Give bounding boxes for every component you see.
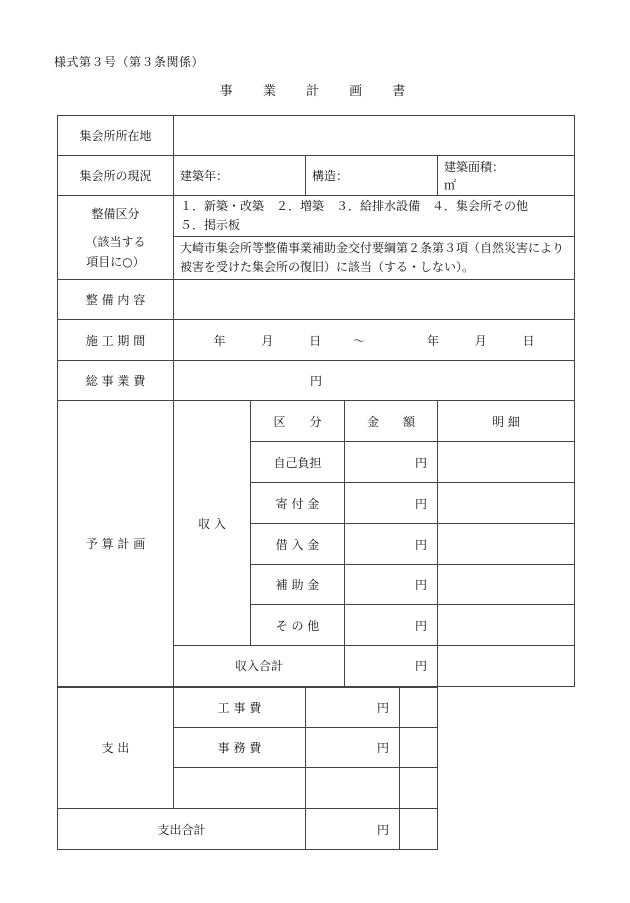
expense-item-detail[interactable] [400, 687, 438, 728]
expense-row [58, 687, 575, 728]
category-options-line-1: １．新築・改築 ２．増築 ３．給排水設備 ４．集会所その他 [180, 199, 529, 213]
income-item-label: 借 入 金 [251, 524, 345, 565]
expense-total-detail[interactable] [400, 809, 438, 850]
yen-unit: 円 [414, 618, 427, 633]
yen-unit: 円 [414, 537, 427, 552]
expense-item-label-blank[interactable] [174, 768, 306, 809]
income-item-detail[interactable] [438, 442, 575, 483]
income-total-label: 収入合計 [174, 646, 345, 687]
expense-item-amount[interactable] [306, 687, 400, 728]
income-item-detail[interactable] [438, 565, 575, 605]
period-end-day: 日 [522, 333, 535, 348]
income-item-detail[interactable] [438, 605, 575, 646]
expense-item-label: 工 事 費 [174, 687, 306, 728]
floor-area-field[interactable] [438, 156, 575, 196]
category-row [58, 196, 575, 237]
location-row [58, 116, 575, 156]
col-category-header: 区 分 [251, 401, 345, 442]
income-item-label: そ の 他 [251, 605, 345, 646]
yen-unit: 円 [376, 700, 389, 715]
col-detail-header: 明 細 [438, 401, 575, 442]
location-value[interactable] [174, 116, 575, 156]
structure-label: 構造： [312, 169, 349, 183]
period-label: 施 工 期 間 [58, 320, 174, 361]
content-value[interactable] [174, 280, 575, 320]
category-label: 整備区分 [91, 206, 140, 221]
category-label-cell [58, 196, 174, 280]
income-item-amount[interactable] [345, 442, 438, 483]
yen-unit: 円 [414, 659, 427, 674]
period-end-month: 月 [474, 333, 487, 348]
income-item-detail[interactable] [438, 524, 575, 565]
structure-field[interactable] [306, 156, 438, 196]
income-item-label: 寄 付 金 [251, 483, 345, 524]
expense-item-detail-blank[interactable] [400, 768, 438, 809]
status-row [58, 156, 575, 196]
form-number: 様式第３号（第３条関係） [54, 55, 205, 69]
total-cost-unit: 円 [310, 374, 323, 388]
expense-total-label: 支出合計 [58, 809, 306, 850]
expense-item-amount[interactable] [306, 728, 400, 768]
category-note[interactable]: 大崎市集会所等整備事業補助金交付要綱第２条第３項（自然災害により被害を受けた集会所の復旧）に該当（する・しない）。 [174, 237, 575, 280]
income-label: 収 入 [174, 401, 251, 646]
expense-item-detail[interactable] [400, 728, 438, 768]
status-label: 集会所の現況 [58, 156, 174, 196]
built-year-field[interactable] [174, 156, 306, 196]
expense-total-row [58, 809, 575, 850]
floor-area-unit: ㎡ [444, 177, 457, 192]
expense-label: 支 出 [58, 687, 174, 809]
expense-item-label: 事 務 費 [174, 728, 306, 768]
col-amount-header: 金 額 [345, 401, 438, 442]
income-item-label: 自己負担 [251, 442, 345, 483]
budget-label: 予 算 計 画 [58, 401, 174, 687]
expense-total-amount[interactable] [306, 809, 400, 850]
total-cost-row [58, 361, 575, 401]
period-value[interactable] [174, 320, 575, 361]
income-item-label: 補 助 金 [251, 565, 345, 605]
period-start-year: 年 [213, 333, 226, 348]
document-title: 事 業 計 画 書 [219, 84, 419, 99]
period-start-month: 月 [261, 333, 274, 348]
built-year-label: 建築年： [180, 169, 229, 183]
yen-unit: 円 [414, 578, 427, 592]
content-row [58, 280, 575, 320]
category-options[interactable] [174, 196, 575, 237]
period-start-day: 日 [309, 333, 322, 348]
period-end-year: 年 [426, 333, 439, 348]
yen-unit: 円 [414, 455, 427, 470]
period-tilde: ～ [353, 333, 366, 348]
business-plan-table [57, 115, 575, 850]
total-cost-label: 総 事 業 費 [58, 361, 174, 401]
yen-unit: 円 [376, 822, 389, 837]
yen-unit: 円 [376, 741, 389, 755]
period-row [58, 320, 575, 361]
income-total-amount[interactable] [345, 646, 438, 687]
content-label: 整 備 内 容 [58, 280, 174, 320]
income-item-amount[interactable] [345, 524, 438, 565]
income-item-detail[interactable] [438, 483, 575, 524]
category-hint-2: 項目に○） [86, 254, 145, 269]
income-item-amount[interactable] [345, 483, 438, 524]
floor-area-label: 建築面積： [444, 159, 505, 174]
location-label: 集会所所在地 [58, 116, 174, 156]
budget-header-row [58, 401, 575, 442]
total-cost-value[interactable] [174, 361, 575, 401]
income-item-amount[interactable] [345, 565, 438, 605]
income-total-detail[interactable] [438, 646, 575, 687]
expense-item-amount-blank[interactable] [306, 768, 400, 809]
yen-unit: 円 [414, 496, 427, 511]
category-options-line-2: ５．掲示板 [180, 218, 241, 232]
income-item-amount[interactable] [345, 605, 438, 646]
category-hint-1: （該当する [85, 234, 146, 249]
